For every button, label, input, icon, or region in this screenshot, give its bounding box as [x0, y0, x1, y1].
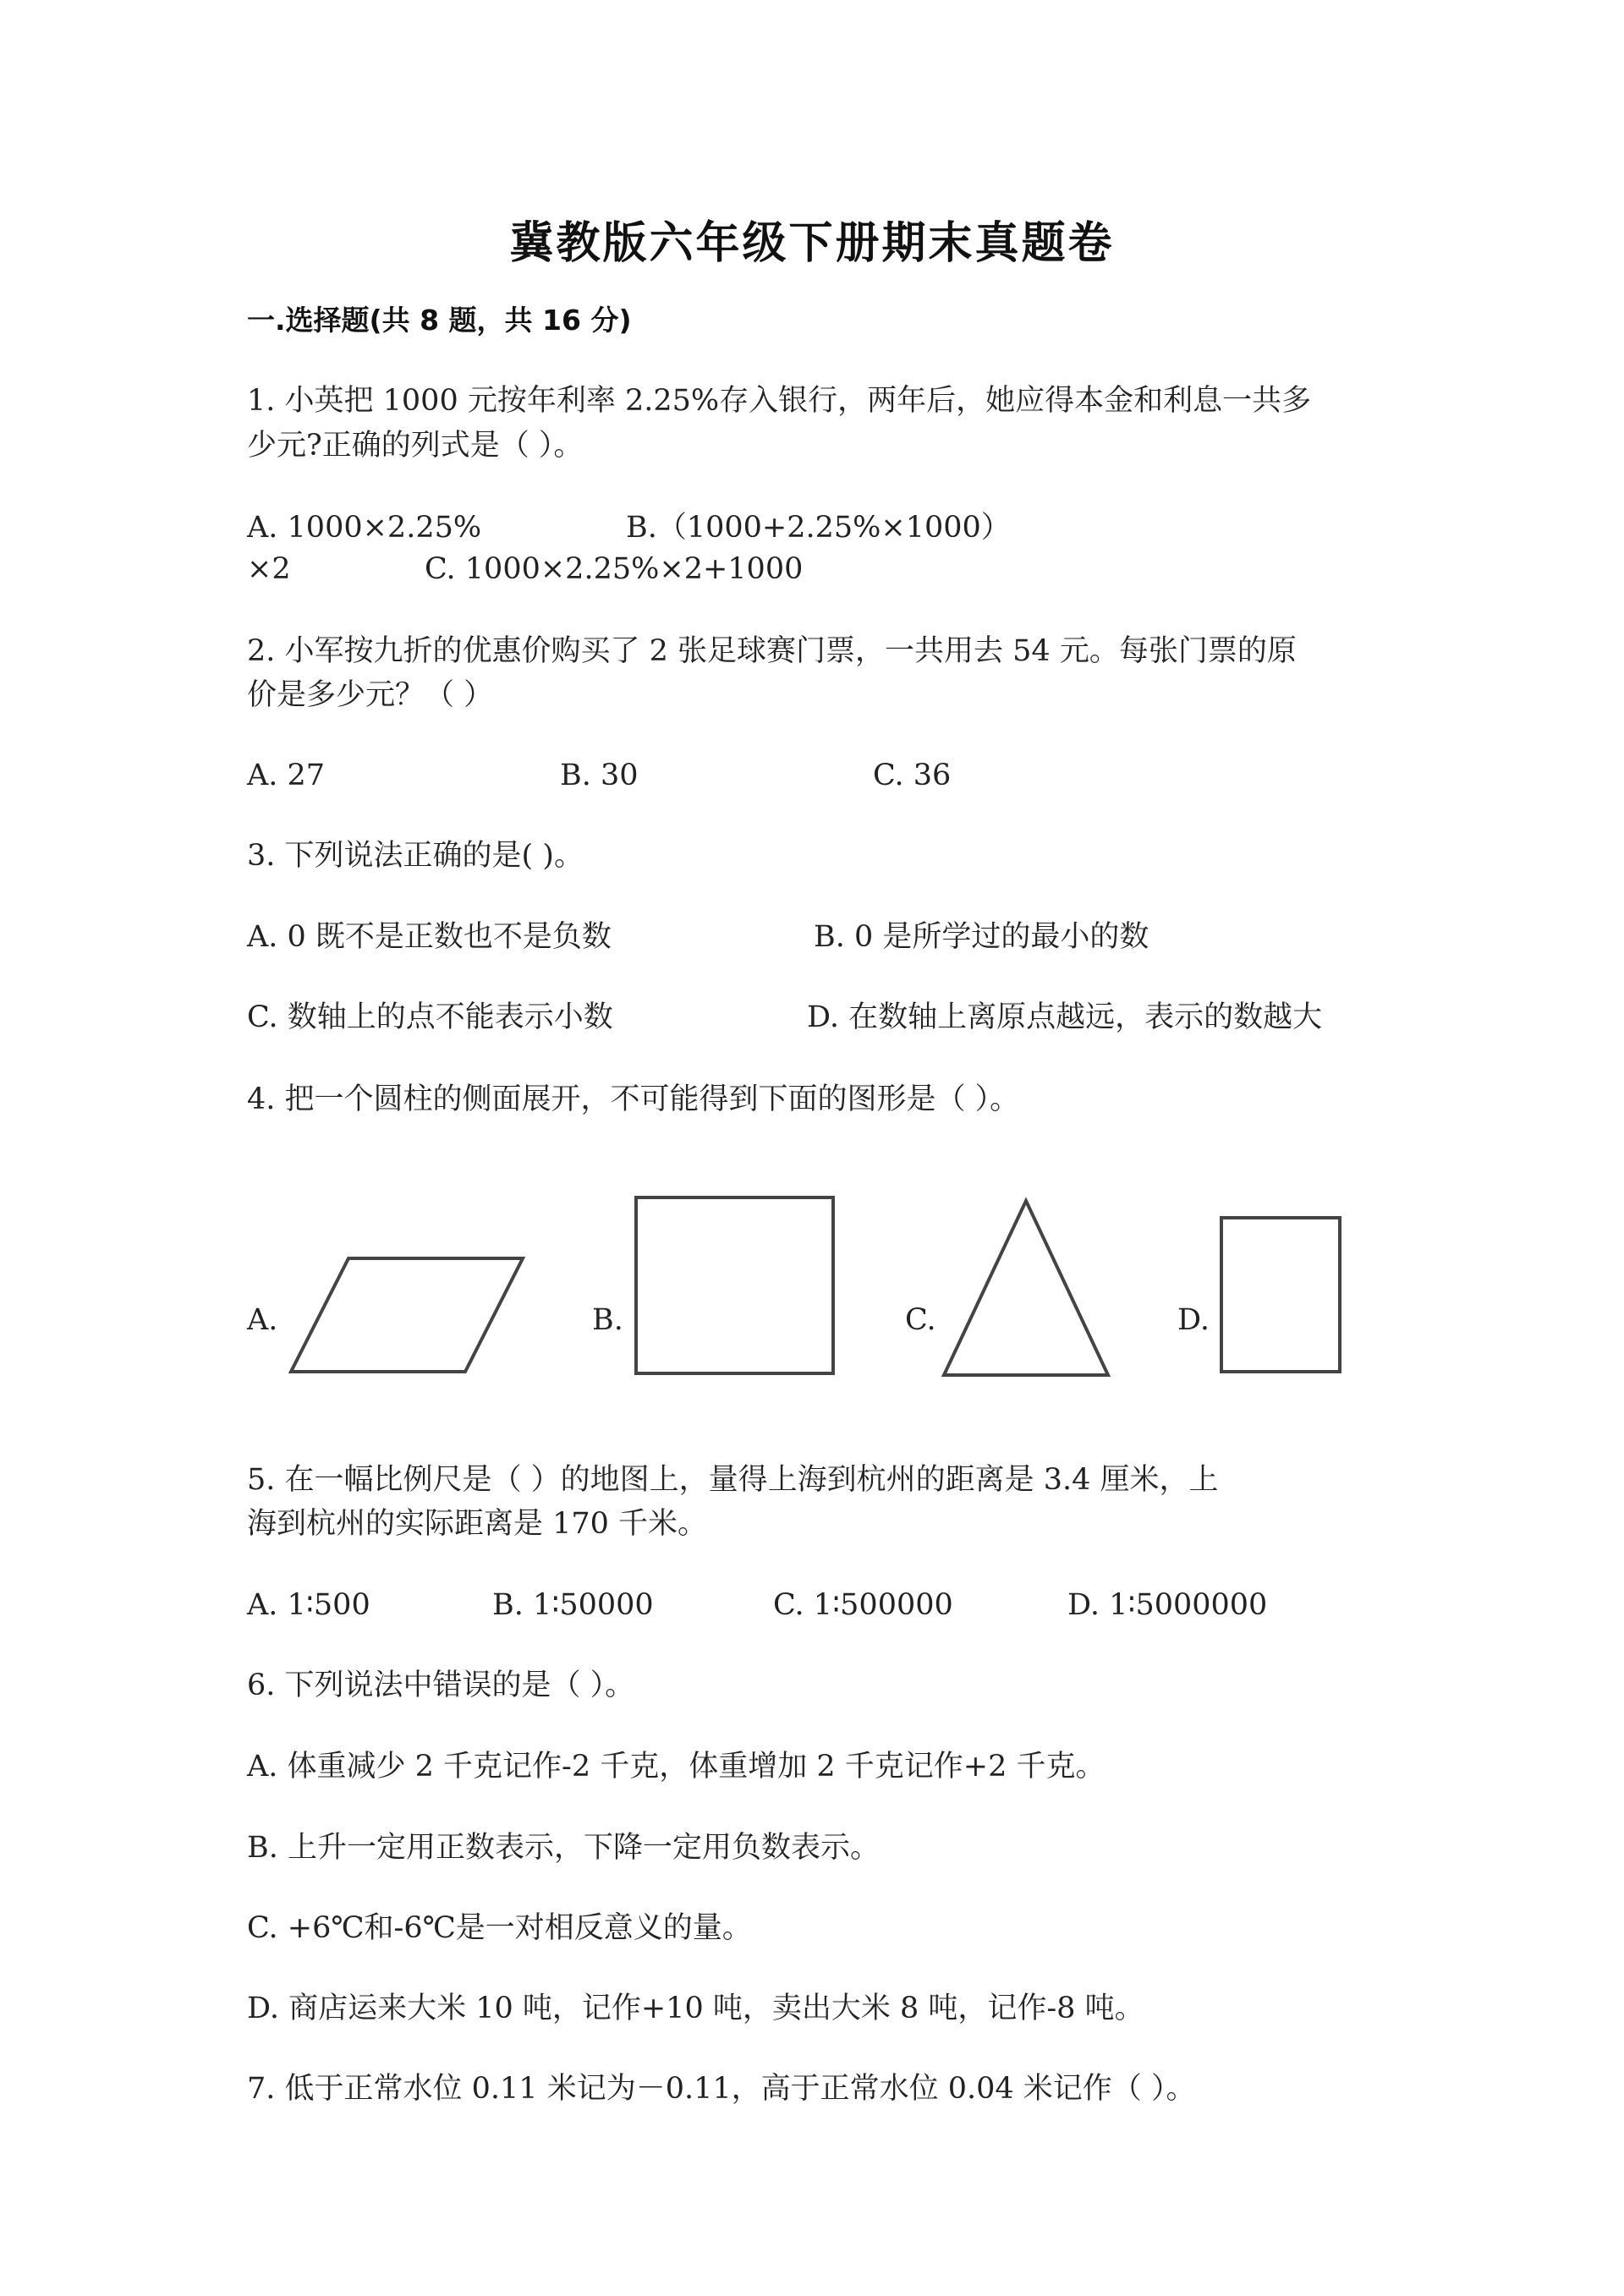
question-3-option-a: A. 0 既不是正数也不是负数 [247, 920, 612, 954]
question-5-option-d: D. 1∶5000000 [1067, 1588, 1268, 1622]
question-1-line-1: 1. 小英把 1000 元按年利率 2.25%存入银行，两年后，她应得本金和利息一共多 [247, 384, 1312, 418]
question-5-line-2: 海到杭州的实际距离是 170 千米。 [247, 1507, 708, 1541]
question-6-option-a: A. 体重减少 2 千克记作-2 千克，体重增加 2 千克记作+2 千克。 [247, 1750, 1106, 1784]
question-1-option-a: A. 1000×2.25% [247, 511, 482, 545]
question-4-line-1: 4. 把一个圆柱的侧面展开，不可能得到下面的图形是（ ）。 [247, 1082, 1020, 1116]
triangle-icon [939, 1194, 1112, 1382]
question-1-option-b: B.（1000+2.25%×1000） [626, 511, 1011, 545]
question-5-option-b: B. 1∶50000 [492, 1588, 654, 1622]
question-4-option-c: C. [905, 1303, 936, 1337]
question-2-option-c: C. 36 [873, 759, 952, 792]
page-title: 冀教版六年级下册期末真题卷 [509, 217, 1115, 269]
question-5-option-a: A. 1∶500 [247, 1588, 370, 1622]
question-5-option-c: C. 1∶500000 [773, 1588, 953, 1622]
question-2-option-a: A. 27 [247, 759, 326, 792]
question-4-option-d: D. [1177, 1303, 1210, 1337]
question-3-line-1: 3. 下列说法正确的是( )。 [247, 839, 584, 873]
square-icon [633, 1194, 840, 1378]
question-6-line-1: 6. 下列说法中错误的是（ ）。 [247, 1669, 635, 1702]
question-2-line-1: 2. 小军按九折的优惠价购买了 2 张足球赛门票，一共用去 54 元。每张门票的原 [247, 634, 1297, 668]
question-3-option-b: B. 0 是所学过的最小的数 [814, 920, 1149, 954]
question-5-line-1: 5. 在一幅比例尺是（ ）的地图上，量得上海到杭州的距离是 3.4 厘米，上 [247, 1463, 1219, 1497]
section-heading: 一.选择题(共 8 题，共 16 分) [247, 304, 632, 337]
question-1-line-2: 少元?正确的列式是（ ）。 [247, 429, 584, 463]
question-1-option-b-cont: ×2 [247, 552, 291, 586]
question-3-option-d: D. 在数轴上离原点越远，表示的数越大 [807, 1000, 1323, 1034]
rectangle-icon [1218, 1214, 1345, 1378]
question-1-option-c: C. 1000×2.25%×2+1000 [425, 552, 804, 586]
question-2-option-b: B. 30 [560, 759, 639, 792]
question-6-option-b: B. 上升一定用正数表示，下降一定用负数表示。 [247, 1831, 880, 1865]
question-4-option-b: B. [592, 1303, 623, 1337]
question-3-option-c: C. 数轴上的点不能表示小数 [247, 1000, 613, 1034]
question-6-option-c: C. +6℃和-6℃是一对相反意义的量。 [247, 1911, 752, 1945]
parallelogram-icon [288, 1252, 533, 1378]
question-4-option-a: A. [247, 1303, 278, 1337]
question-7-line-1: 7. 低于正常水位 0.11 米记为－0.11，高于正常水位 0.04 米记作（ ）。 [247, 2072, 1196, 2106]
question-2-line-2: 价是多少元？（ ） [247, 678, 494, 712]
question-6-option-d: D. 商店运来大米 10 吨，记作+10 吨，卖出大米 8 吨，记作-8 吨。 [247, 1992, 1144, 2025]
